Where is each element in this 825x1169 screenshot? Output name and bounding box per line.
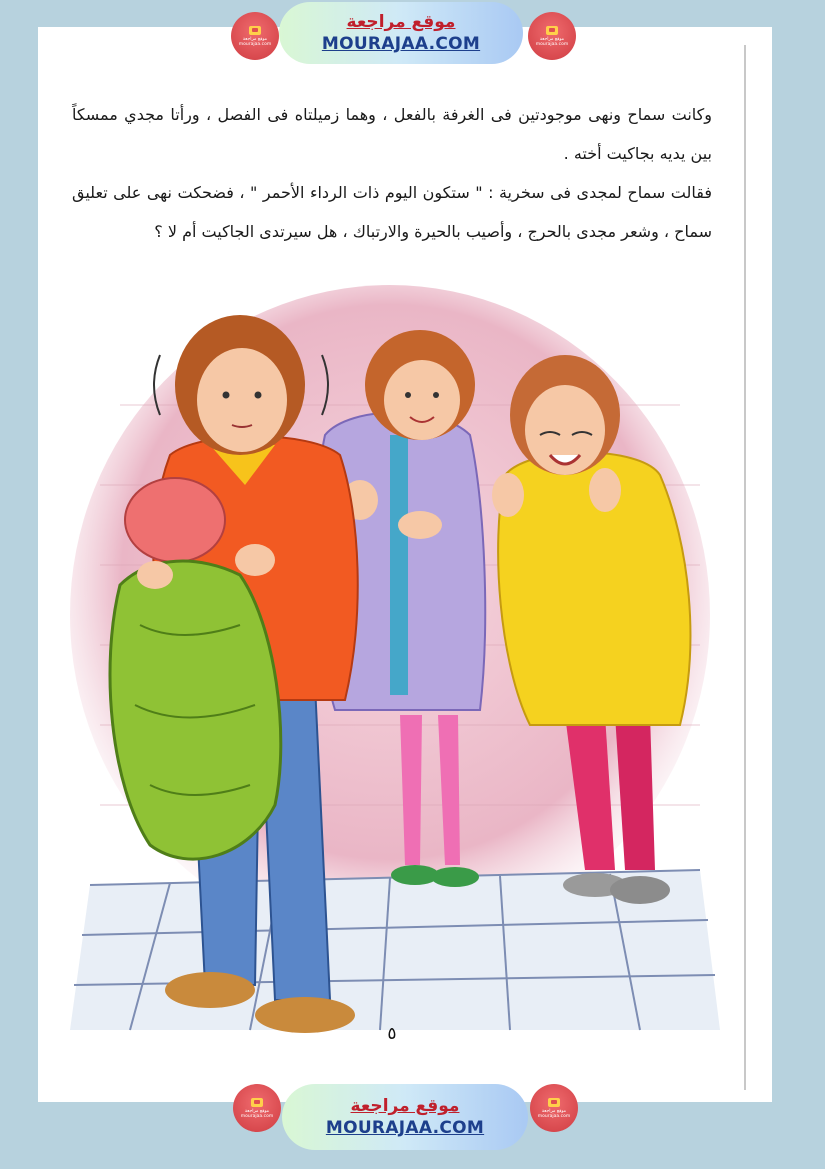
page-number: ٥: [387, 1024, 397, 1044]
logo-badge-url: mourajaa.com: [535, 41, 569, 47]
banner-arabic-link[interactable]: موقع مراجعة: [346, 12, 456, 32]
logo-badge-text: موقع مراجعة: [242, 36, 268, 42]
book-icon: [249, 26, 261, 35]
logo-badge-url: mourajaa.com: [537, 1113, 571, 1119]
book-icon: [251, 1098, 263, 1107]
banner-url-link[interactable]: MOURAJAA.COM: [321, 34, 481, 54]
site-logo-badge-right[interactable]: [528, 12, 576, 60]
banner-url-link[interactable]: MOURAJAA.COM: [325, 1118, 485, 1138]
page-edge-divider: [744, 45, 746, 1090]
site-logo-badge-left-bottom[interactable]: [233, 1084, 281, 1132]
logo-badge-url: mourajaa.com: [238, 41, 272, 47]
logo-badge-text: موقع مراجعة: [541, 1108, 567, 1114]
site-logo-badge-right-bottom[interactable]: [530, 1084, 578, 1132]
book-icon: [548, 1098, 560, 1107]
banner-arabic-link[interactable]: موقع مراجعة: [350, 1096, 460, 1116]
site-banner-bottom[interactable]: [282, 1084, 528, 1150]
story-text: [72, 95, 712, 251]
book-icon: [546, 26, 558, 35]
logo-badge-text: موقع مراجعة: [539, 36, 565, 42]
story-illustration: [60, 285, 720, 1050]
site-logo-badge-left[interactable]: [231, 12, 279, 60]
logo-badge-url: mourajaa.com: [240, 1113, 274, 1119]
logo-badge-text: موقع مراجعة: [244, 1108, 270, 1114]
story-paragraph-1: وكانت سماح ونهى موجودتين فى الغرفة بالفعل ، وهما زميلتاه فى الفصل ، ورأتا مجدي ممسكاً بين يديه بجاكيت أخته .: [72, 105, 712, 163]
site-banner-top[interactable]: [279, 2, 523, 64]
story-paragraph-2: فقالت سماح لمجدى فى سخرية : " ستكون اليوم ذات الرداء الأحمر " ، فضحكت نهى على تعليق سماح ، وشعر مجدى بالحرج ، وأصيب بالحيرة والارتباك ، هل سيرتدى الجاكيت أم لا ؟: [72, 183, 712, 241]
